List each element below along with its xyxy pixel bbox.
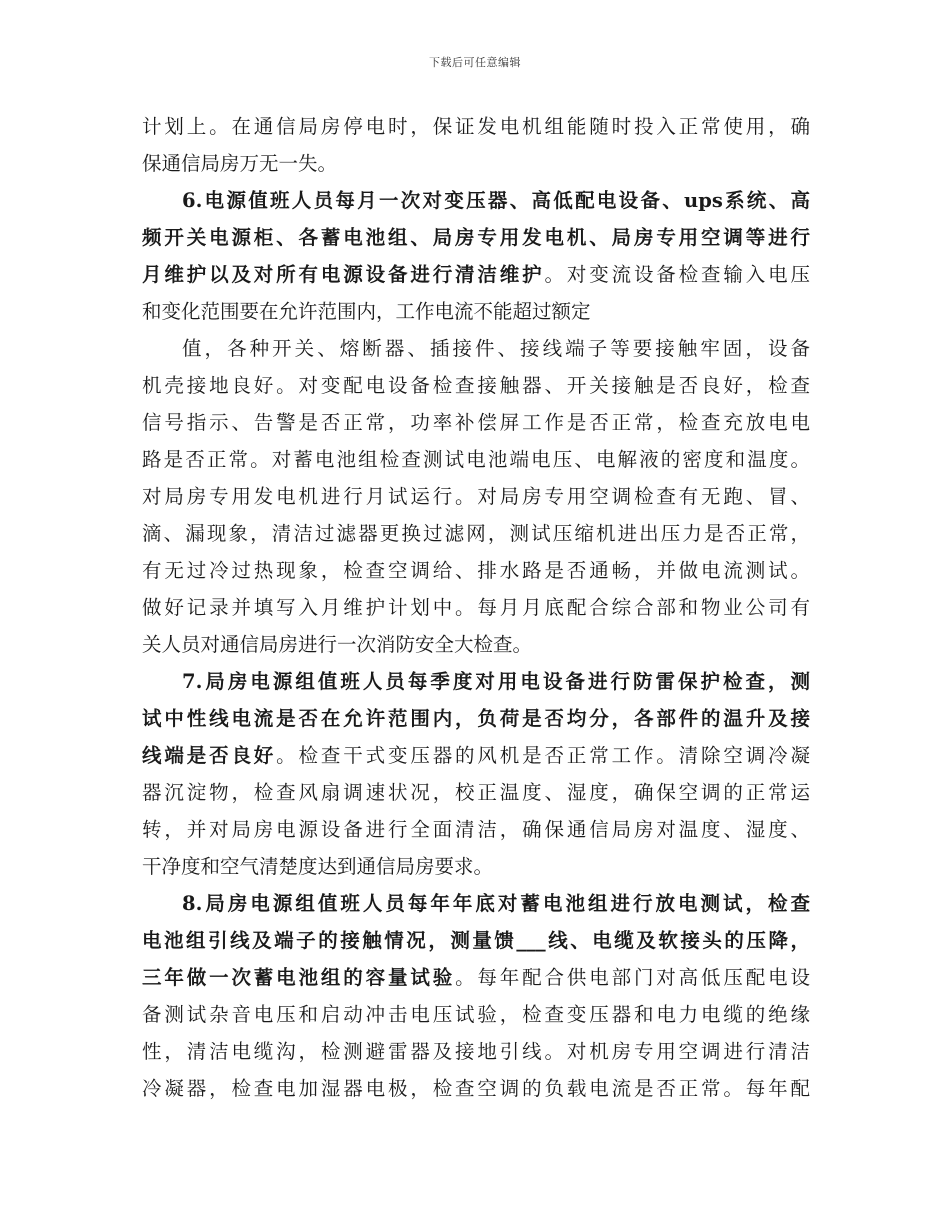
text-segment: 保通信局房万无一失。 <box>142 152 338 175</box>
text-segment: 有无过冷过热现象，检查空调给、排水路是否通畅，并做电流测试。 <box>142 559 810 582</box>
bold-text-segment: 频开关电源柜、各蓄电池组、局房专用发电机、局房专用空调等进行 <box>142 226 810 249</box>
text-line <box>142 182 810 219</box>
bold-text-segment: 三年做一次蓄电池组的容量试验 <box>142 966 456 989</box>
bold-text-segment: 试中性线电流是否在允许范围内，负荷是否均分，各部件的温升及接 <box>142 707 810 730</box>
bold-text-segment: 6.电源值班人员每月一次对变压器、高低配电设备、ups系统、高 <box>182 189 810 212</box>
text-segment: 做好记录并填写入月维护计划中。每月月底配合综合部和物业公司有 <box>142 596 810 619</box>
text-line <box>142 293 810 330</box>
text-line <box>142 552 810 589</box>
text-line <box>142 1033 810 1070</box>
text-line <box>142 367 810 404</box>
bold-text-segment: 月维护以及对所有电源设备进行清洁维护 <box>142 263 545 286</box>
text-line <box>142 774 810 811</box>
text-line <box>142 478 810 515</box>
text-line <box>142 700 810 737</box>
text-line <box>142 959 810 996</box>
text-line <box>142 219 810 256</box>
text-segment: 冷凝器，检查电加湿器电极，检查空调的负载电流是否正常。每年配 <box>142 1077 810 1100</box>
bold-text-segment: 8.局房电源组值班人员每年年底对蓄电池组进行放电测试，检查 <box>182 892 810 915</box>
text-segment: 路是否正常。对蓄电池组检查测试电池端电压、电解液的密度和温度。 <box>142 448 810 471</box>
page-header: 下载后可任意编辑 <box>429 56 521 69</box>
text-segment: 。检查干式变压器的风机是否正常工作。清除空调冷凝 <box>276 744 810 767</box>
text-segment: 备测试杂音电压和启动冲击电压试验，检查变压器和电力电缆的绝缘 <box>142 1003 810 1026</box>
bold-text-segment: 7.局房电源组值班人员每季度对用电设备进行防雷保护检查，测 <box>182 670 810 693</box>
text-segment: 。每年配合供电部门对高低压配电设 <box>455 966 810 989</box>
text-segment: 。对变流设备检查输入电压 <box>544 263 810 286</box>
text-segment: 关人员对通信局房进行一次消防安全大检查。 <box>142 633 533 656</box>
text-line <box>142 922 810 959</box>
text-line <box>142 737 810 774</box>
text-line <box>142 330 810 367</box>
text-segment: 性，清洁电缆沟，检测避雷器及接地引线。对机房专用空调进行清洁 <box>142 1040 810 1063</box>
text-line <box>142 145 810 182</box>
text-segment: 机壳接地良好。对变配电设备检查接触器、开关接触是否良好，检查 <box>142 374 810 397</box>
bold-text-segment: 电池组引线及端子的接触情况，测量馈___线、电缆及软接头的压降， <box>142 929 810 952</box>
text-line <box>142 663 810 700</box>
text-line <box>142 108 810 145</box>
text-segment: 转，并对局房电源设备进行全面清洁，确保通信局房对温度、湿度、 <box>142 818 810 841</box>
bold-text-segment: 线端是否良好 <box>142 744 277 767</box>
text-segment: 信号指示、告警是否正常，功率补偿屏工作是否正常，检查充放电电 <box>142 411 810 434</box>
text-segment: 干净度和空气清楚度达到通信局房要求。 <box>142 855 494 878</box>
text-line <box>142 1070 810 1107</box>
text-line <box>142 626 810 663</box>
text-line <box>142 811 810 848</box>
text-segment: 对局房专用发电机进行月试运行。对局房专用空调检查有无跑、冒、 <box>142 485 810 508</box>
text-segment: 和变化范围要在允许范围内，工作电流不能超过额定 <box>142 300 591 323</box>
text-line <box>142 885 810 922</box>
text-line <box>142 404 810 441</box>
text-line <box>142 848 810 885</box>
text-line <box>142 996 810 1033</box>
text-segment: 值，各种开关、熔断器、插接件、接线端子等要接触牢固，设备 <box>182 337 810 360</box>
text-line <box>142 441 810 478</box>
text-segment: 器沉淀物，检查风扇调速状况，校正温度、湿度，确保空调的正常运 <box>142 781 810 804</box>
text-segment: 滴、漏现象，清洁过滤器更换过滤网，测试压缩机进出压力是否正常， <box>142 522 810 545</box>
text-line <box>142 515 810 552</box>
text-segment: 计划上。在通信局房停电时，保证发电机组能随时投入正常使用，确 <box>142 115 810 138</box>
text-line <box>142 256 810 293</box>
document-body <box>142 108 810 1107</box>
text-line <box>142 589 810 626</box>
